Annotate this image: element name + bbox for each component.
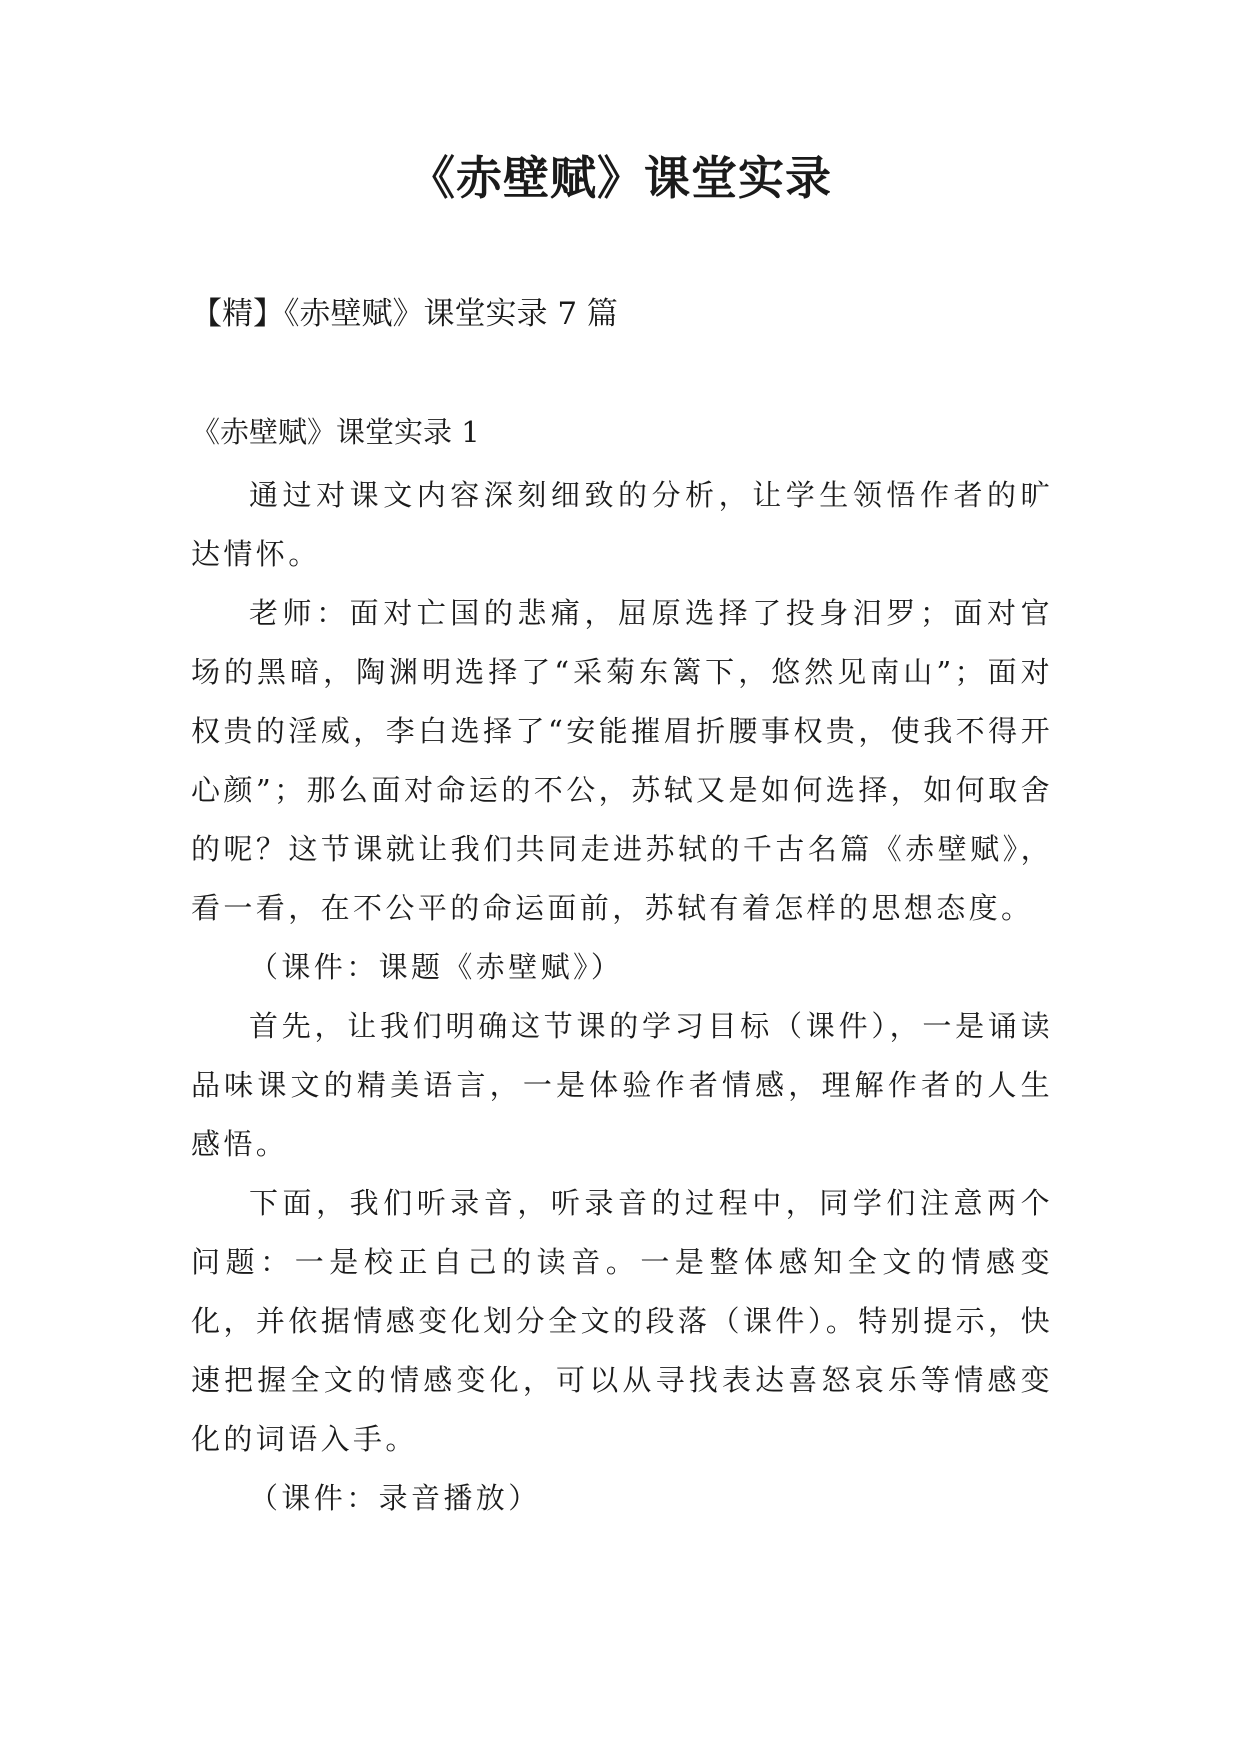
paragraph-5: 下面，我们听录音，听录音的过程中，同学们注意两个问题：一是校正自己的读音。一是整体感知全文的情感变化，并依据情感变化划分全文的段落（课件）。特别提示，快速把握全文的情感变化，可以从寻找表达喜怒哀乐等情感变化的词语入手。: [191, 1186, 1053, 1456]
document-subtitle: 【精】《赤壁赋》课堂实录 7 篇: [191, 296, 618, 332]
page-title: 《赤壁赋》课堂实录: [409, 151, 832, 205]
paragraph-2: 老师：面对亡国的悲痛，屈原选择了投身汨罗；面对官场的黑暗，陶渊明选择了“采菊东篱下，悠然见南山”；面对权贵的淫威，李白选择了“安能摧眉折腰事权贵，使我不得开心颜”；那么面对命运的不公，苏轼又是如何选择，如何取舍的呢？这节课就让我们共同走进苏轼的千古名篇《赤壁赋》，看一看，在不公平的命运面前，苏轼有着怎样的思想态度。: [191, 596, 1053, 925]
section-heading: 《赤壁赋》课堂实录 1: [191, 415, 480, 449]
paragraph-4: 首先，让我们明确这节课的学习目标（课件），一是诵读品味课文的精美语言，一是体验作者情感，理解作者的人生感悟。: [191, 1009, 1053, 1161]
paragraph-3: （课件：课题《赤壁赋》）: [249, 950, 624, 984]
paragraph-6: （课件：录音播放）: [249, 1481, 541, 1515]
document-body: [191, 466, 1053, 1528]
paragraph-1: 通过对课文内容深刻细致的分析，让学生领悟作者的旷达情怀。: [191, 478, 1053, 571]
